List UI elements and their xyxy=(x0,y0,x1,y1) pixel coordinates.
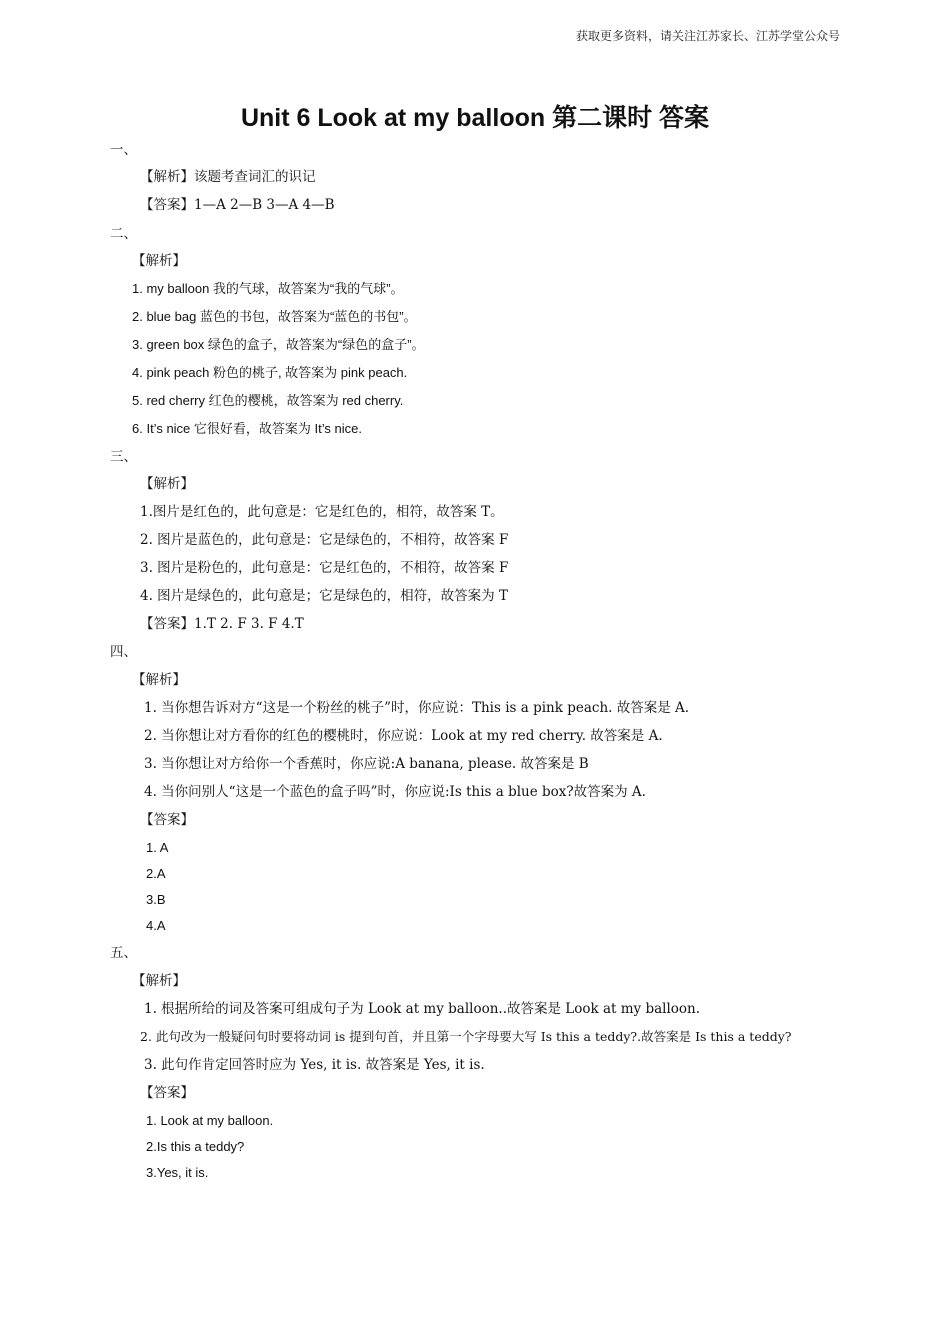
answer-item: 1. A xyxy=(146,840,169,855)
list-item: 2. 图片是蓝色的，此句意是：它是绿色的，不相符，故答案 F xyxy=(140,532,509,548)
answer-item: 3.B xyxy=(146,892,166,907)
list-item: 1. my balloon 我的气球，故答案为“我的气球”。 xyxy=(132,281,404,296)
section-heading: 三、 xyxy=(110,449,137,465)
section-heading: 四、 xyxy=(110,644,137,660)
section-heading: 五、 xyxy=(110,945,137,961)
list-item: 3. green box 绿色的盒子，故答案为“绿色的盒子”。 xyxy=(132,337,425,352)
answer-label: 【答案】 xyxy=(140,1085,194,1101)
list-item: 2. 当你想让对方看你的红色的樱桃时，你应说：Look at my red cherry. 故答案是 A. xyxy=(144,728,663,744)
analysis-label: 【解析】 xyxy=(140,476,194,492)
analysis-label: 【解析】 xyxy=(132,973,186,989)
analysis-line: 【解析】该题考查词汇的识记 xyxy=(140,169,316,185)
list-item: 1. 根据所给的词及答案可组成句子为 Look at my balloon..故答案是 Look at my balloon. xyxy=(144,1001,701,1017)
answer-item: 2.Is this a teddy? xyxy=(146,1139,245,1154)
section-heading: 一、 xyxy=(110,142,137,158)
list-item: 3. 图片是粉色的，此句意是：它是红色的，不相符，故答案 F xyxy=(140,560,509,576)
list-item: 2. blue bag 蓝色的书包，故答案为“蓝色的书包”。 xyxy=(132,309,417,324)
analysis-label: 【解析】 xyxy=(132,253,186,269)
list-item: 4. pink peach 粉色的桃子, 故答案为 pink peach. xyxy=(132,365,408,380)
list-item: 3. 此句作肯定回答时应为 Yes, it is. 故答案是 Yes, it is. xyxy=(144,1057,485,1073)
answer-item: 1. Look at my balloon. xyxy=(146,1113,274,1128)
answer-item: 4.A xyxy=(146,918,166,933)
list-item: 4. 图片是绿色的，此句意是；它是绿色的，相符，故答案为 T xyxy=(140,588,508,604)
list-item: 3. 当你想让对方给你一个香蕉时，你应说:A banana, please. 故答案是 B xyxy=(144,756,589,772)
list-item: 5. red cherry 红色的樱桃，故答案为 red cherry. xyxy=(132,393,404,408)
analysis-label: 【解析】 xyxy=(132,672,186,688)
list-item: 4. 当你问别人“这是一个蓝色的盒子吗”时，你应说:Is this a blue box?故答案为 A. xyxy=(144,784,646,800)
list-item: 1. 当你想告诉对方“这是一个粉丝的桃子”时，你应说：This is a pink peach. 故答案是 A. xyxy=(144,700,690,716)
list-item: 1.图片是红色的，此句意是：它是红色的，相符，故答案 T。 xyxy=(140,504,504,520)
header-note: 获取更多资料，请关注江苏家长、江苏学堂公众号 xyxy=(575,29,840,43)
answer-item: 2.A xyxy=(146,866,166,881)
answer-label: 【答案】 xyxy=(140,812,194,828)
page-title: Unit 6 Look at my balloon 第二课时 答案 xyxy=(240,104,710,132)
section-heading: 二、 xyxy=(110,226,137,242)
answer-line: 【答案】1—A 2—B 3—A 4—B xyxy=(140,197,335,213)
list-item: 2. 此句改为一般疑问句时要将动词 is 提到句首，并且第一个字母要大写 Is this a teddy?.故答案是 Is this a teddy? xyxy=(140,1029,792,1044)
list-item: 6. It’s nice 它很好看，故答案为 It’s nice. xyxy=(132,421,362,436)
answer-item: 3.Yes, it is. xyxy=(146,1165,209,1180)
answer-line: 【答案】1.T 2. F 3. F 4.T xyxy=(140,616,304,632)
